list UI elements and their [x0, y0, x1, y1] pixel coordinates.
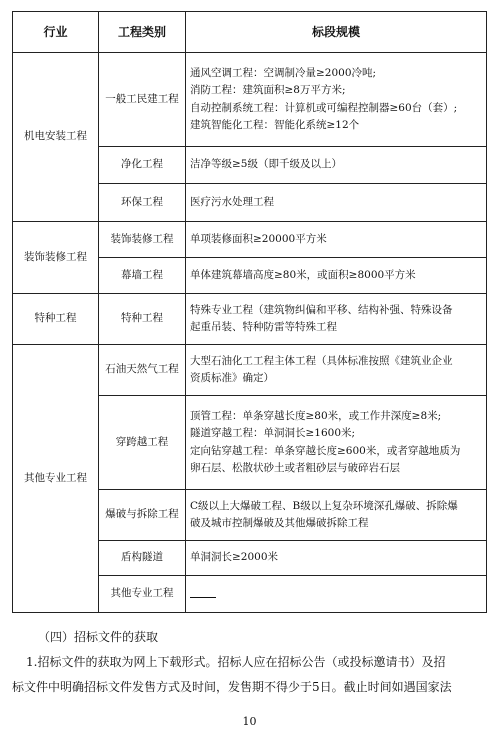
- table-row: [13, 53, 487, 147]
- category-cell: 特种工程: [99, 294, 186, 345]
- scale-line: 破及城市控制爆破及其他爆破拆除工程: [190, 517, 369, 529]
- scale-line: 单洞洞长≥2000米: [190, 551, 279, 564]
- category-cell: 幕墙工程: [99, 258, 186, 294]
- bid-scale-table: [12, 11, 487, 613]
- category-cell: 环保工程: [99, 184, 186, 222]
- category-cell: 装饰装修工程: [99, 222, 186, 258]
- scale-cell: [186, 147, 487, 184]
- scale-cell: [186, 258, 487, 294]
- industry-cell: 其他专业工程: [13, 345, 99, 613]
- category-cell: 其他专业工程: [99, 576, 186, 613]
- page-number: 10: [242, 715, 257, 728]
- scale-cell: [186, 576, 487, 613]
- scale-cell: [186, 345, 487, 396]
- scale-line: 洁净等级≥5级（即千级及以上）: [190, 158, 342, 171]
- industry-cell: 特种工程: [13, 294, 99, 345]
- table-row: [13, 345, 487, 396]
- scale-line: 顶管工程：单条穿越长度≥80米，或工作井深度≥8米;: [190, 410, 442, 423]
- scale-line: 起重吊装、特种防雷等特殊工程: [190, 321, 337, 333]
- scale-line: 单项装修面积≥20000平方米: [190, 232, 327, 245]
- blank-line-mark: [190, 589, 216, 598]
- header-category: 工程类别: [99, 12, 186, 53]
- scale-line: 特殊专业工程（建筑物纠偏和平移、结构补强、特殊设备: [190, 303, 453, 316]
- scale-line: 建筑智能化工程：智能化系统≥12个: [190, 118, 360, 131]
- header-scale: 标段规模: [186, 12, 487, 53]
- paragraph-line: 1.招标文件的获取为网上下载形式。招标人应在招标公告（或投标邀请书）及招: [26, 655, 446, 669]
- scale-line: 隧道穿越工程：单洞洞长≥1600米;: [190, 427, 356, 440]
- category-cell: 石油天然气工程: [99, 345, 186, 396]
- category-cell: 净化工程: [99, 147, 186, 184]
- scale-line: 自动控制系统工程：计算机或可编程控制器≥60台（套）;: [190, 101, 458, 114]
- scale-cell: [186, 222, 487, 258]
- industry-cell: 装饰装修工程: [13, 222, 99, 294]
- scale-line: 医疗污水处理工程: [190, 195, 274, 208]
- scale-cell: [186, 396, 487, 490]
- scale-line: 通风空调工程：空调制冷量≥2000冷吨;: [190, 67, 377, 80]
- scale-cell: [186, 184, 487, 222]
- scale-cell: [186, 541, 487, 576]
- table-row: [13, 294, 487, 345]
- scale-line: 定向钻穿越工程：单条穿越长度≥600米，或者穿越地质为: [190, 444, 461, 457]
- scale-line: 大型石油化工工程主体工程（具体标准按照《建筑业企业: [190, 354, 453, 367]
- scale-cell: [186, 490, 487, 541]
- category-cell: 爆破与拆除工程: [99, 490, 186, 541]
- category-cell: 盾构隧道: [99, 541, 186, 576]
- table-row: [13, 222, 487, 258]
- scale-line: 资质标准》确定）: [190, 372, 274, 384]
- scale-line: 单体建筑幕墙高度≥80米，或面积≥8000平方米: [190, 268, 416, 281]
- header-industry: 行业: [13, 12, 99, 53]
- category-cell: 穿跨越工程: [99, 396, 186, 490]
- section-heading: （四）招标文件的获取: [38, 630, 159, 644]
- scale-cell: [186, 294, 487, 345]
- scale-cell: [186, 53, 487, 147]
- scale-line: C级以上大爆破工程、B级以上复杂环境深孔爆破、拆除爆: [190, 499, 458, 512]
- scale-line: 卵石层、松散状砂土或者粗砂层与破碎岩石层: [190, 461, 400, 474]
- paragraph-line: 标文件中明确招标文件发售方式及时间，发售期不得少于5日。截止时间如遇国家法: [12, 680, 452, 694]
- category-cell: 一般工民建工程: [99, 53, 186, 147]
- table-header-row: [13, 12, 487, 53]
- scale-line: 消防工程：建筑面积≥8万平方米;: [190, 84, 346, 97]
- industry-cell: 机电安装工程: [13, 53, 99, 222]
